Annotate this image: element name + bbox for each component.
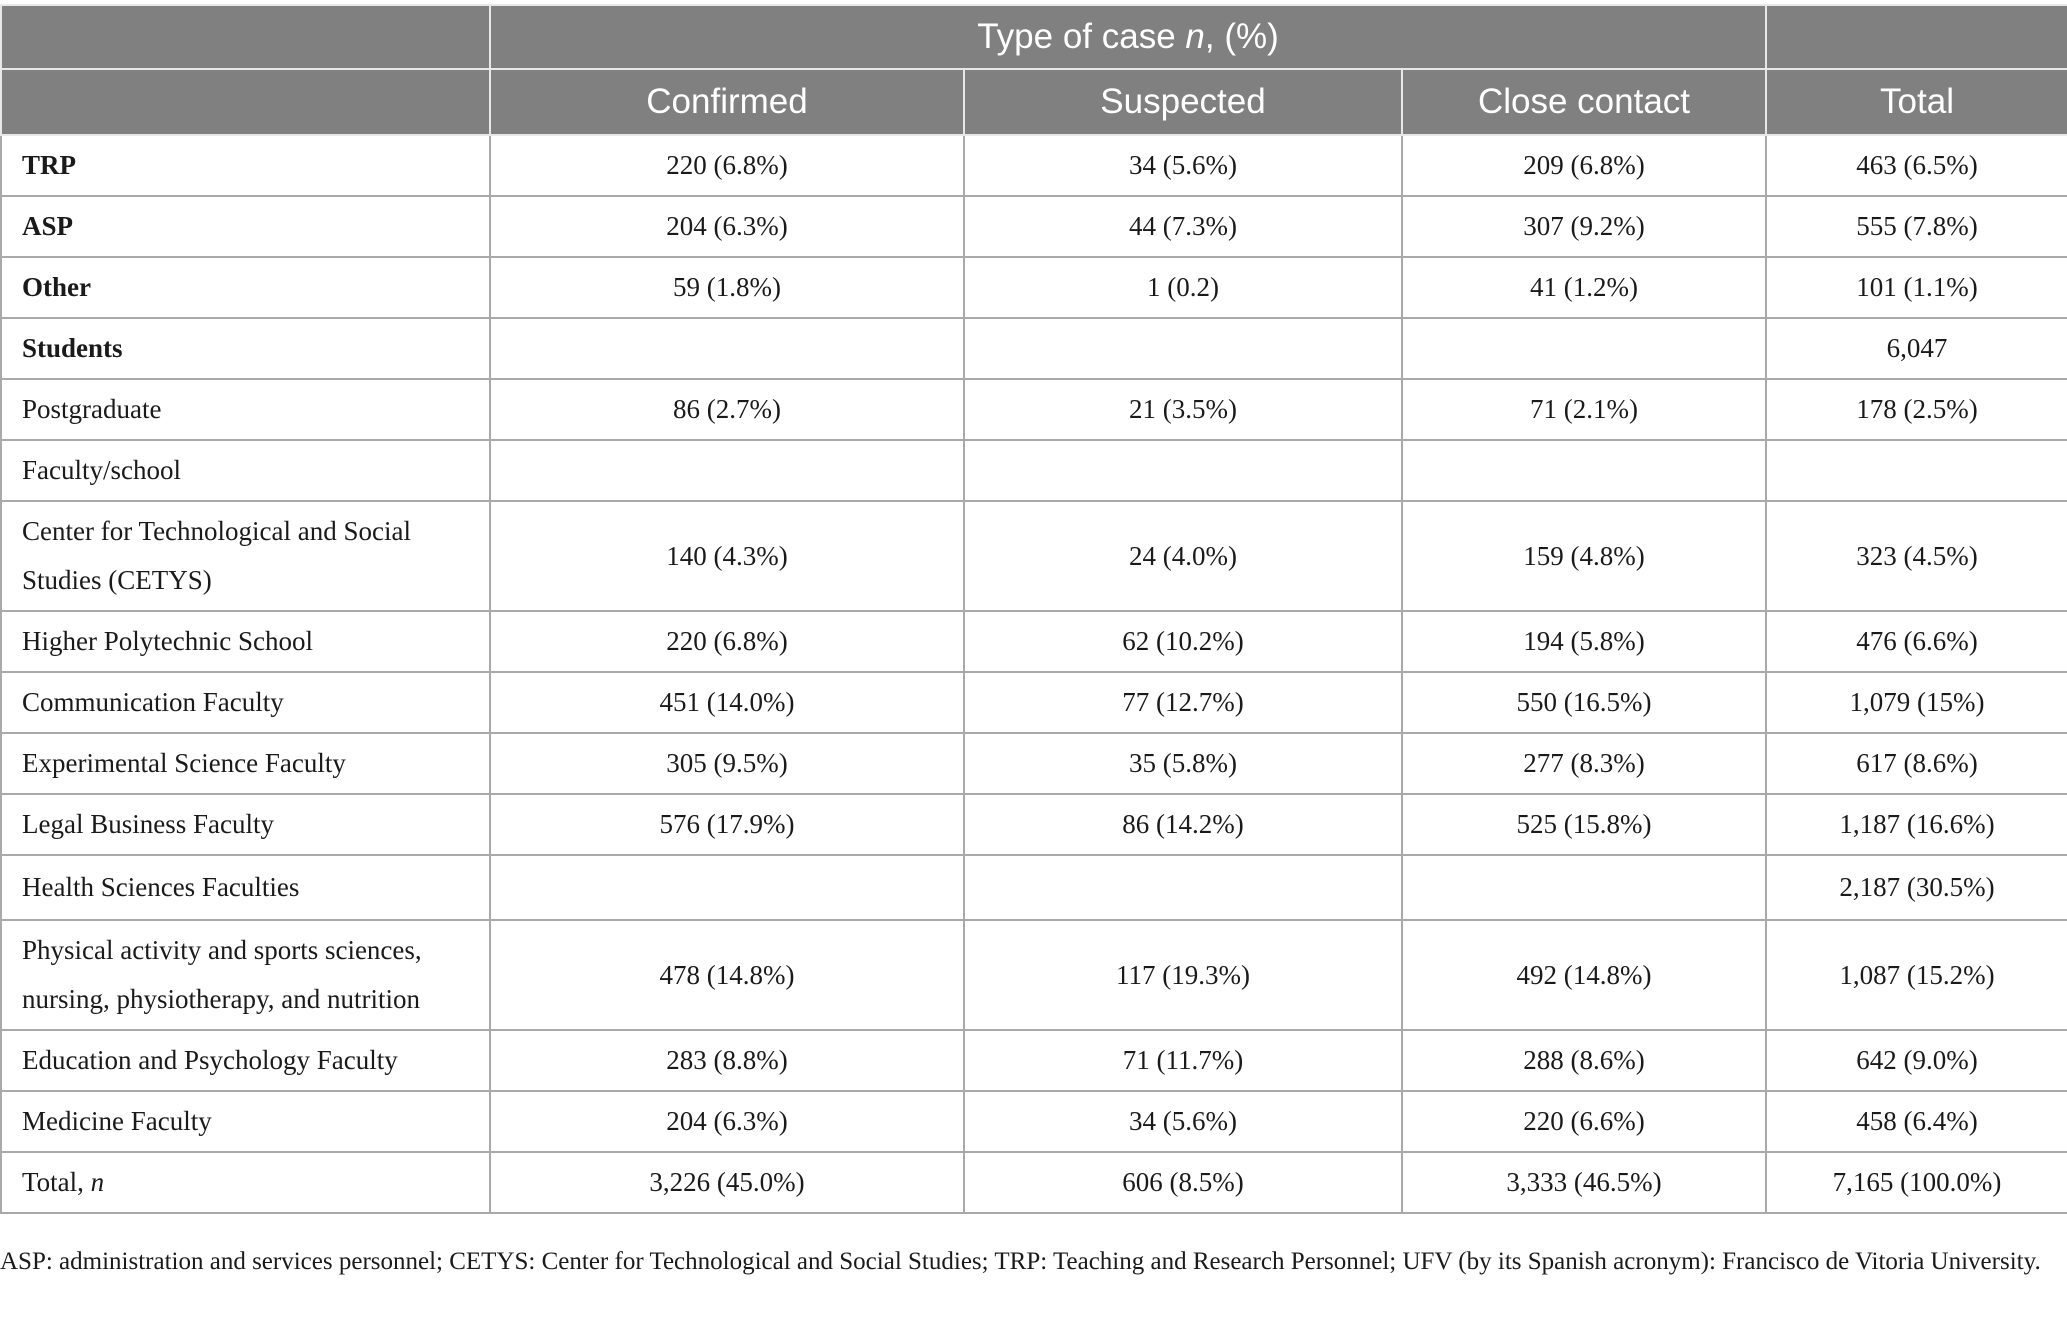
cell-close-contact — [1402, 855, 1766, 920]
column-header-suspected: Suspected — [964, 69, 1402, 135]
cell-close-contact: 159 (4.8%) — [1402, 501, 1766, 611]
cell-close-contact: 307 (9.2%) — [1402, 196, 1766, 257]
row-label-text: Physical activity and sports sciences, nursing, physiotherapy, and nutrition — [22, 935, 422, 1014]
cell-confirmed — [490, 318, 964, 379]
header-corner-cell — [1, 5, 490, 69]
cell-total: 7,165 (100.0%) — [1766, 1152, 2067, 1213]
cell-confirmed: 3,226 (45.0%) — [490, 1152, 964, 1213]
type-of-case-suffix: , (%) — [1204, 17, 1279, 56]
cell-suspected: 24 (4.0%) — [964, 501, 1402, 611]
cell-total: 101 (1.1%) — [1766, 257, 2067, 318]
row-label — [1, 318, 490, 379]
cell-total: 458 (6.4%) — [1766, 1091, 2067, 1152]
cell-suspected: 1 (0.2) — [964, 257, 1402, 318]
case-type-table — [0, 4, 2067, 1214]
cell-close-contact: 41 (1.2%) — [1402, 257, 1766, 318]
cell-close-contact: 220 (6.6%) — [1402, 1091, 1766, 1152]
cell-close-contact: 525 (15.8%) — [1402, 794, 1766, 855]
row-label-text: Medicine Faculty — [22, 1106, 212, 1136]
cell-close-contact: 3,333 (46.5%) — [1402, 1152, 1766, 1213]
row-label — [1, 1152, 490, 1213]
cell-total: 1,187 (16.6%) — [1766, 794, 2067, 855]
table-row — [1, 440, 2067, 501]
cell-confirmed: 220 (6.8%) — [490, 135, 964, 196]
cell-total: 617 (8.6%) — [1766, 733, 2067, 794]
cell-close-contact: 277 (8.3%) — [1402, 733, 1766, 794]
cell-confirmed: 140 (4.3%) — [490, 501, 964, 611]
column-header-close-contact: Close contact — [1402, 69, 1766, 135]
table-row — [1, 794, 2067, 855]
cell-total: 555 (7.8%) — [1766, 196, 2067, 257]
row-label-text: Faculty/school — [22, 455, 181, 485]
row-label-text: Experimental Science Faculty — [22, 748, 346, 778]
cell-suspected: 77 (12.7%) — [964, 672, 1402, 733]
cell-suspected — [964, 440, 1402, 501]
row-label — [1, 855, 490, 920]
cell-suspected: 35 (5.8%) — [964, 733, 1402, 794]
row-label — [1, 196, 490, 257]
row-label — [1, 1030, 490, 1091]
table-row — [1, 611, 2067, 672]
row-label-text: Postgraduate — [22, 394, 162, 424]
row-label — [1, 501, 490, 611]
header-row-1 — [1, 5, 2067, 69]
cell-suspected: 117 (19.3%) — [964, 920, 1402, 1030]
cell-confirmed: 220 (6.8%) — [490, 611, 964, 672]
cell-close-contact: 492 (14.8%) — [1402, 920, 1766, 1030]
cell-close-contact: 71 (2.1%) — [1402, 379, 1766, 440]
cell-total: 1,079 (15%) — [1766, 672, 2067, 733]
cell-total: 642 (9.0%) — [1766, 1030, 2067, 1091]
row-label-italic: n — [90, 1167, 105, 1197]
table-footnote: ASP: administration and services personnel; CETYS: Center for Technological and Social Studies; TRP: Teaching and Research Personnel; UFV (by its Spanish acronym): Francisco de Vitoria University. — [0, 1248, 2041, 1275]
cell-suspected: 71 (11.7%) — [964, 1030, 1402, 1091]
row-label — [1, 257, 490, 318]
cell-confirmed: 451 (14.0%) — [490, 672, 964, 733]
row-label — [1, 1091, 490, 1152]
row-label-text: Other — [22, 272, 91, 302]
row-label — [1, 135, 490, 196]
cell-suspected: 34 (5.6%) — [964, 135, 1402, 196]
row-label — [1, 794, 490, 855]
cell-suspected — [964, 855, 1402, 920]
row-label-text: Total, — [22, 1167, 91, 1197]
cell-confirmed: 59 (1.8%) — [490, 257, 964, 318]
case-type-table-container — [0, 4, 2067, 1214]
cell-total: 463 (6.5%) — [1766, 135, 2067, 196]
type-of-case-prefix: Type of case — [977, 17, 1186, 56]
cell-close-contact — [1402, 318, 1766, 379]
cell-total: 6,047 — [1766, 318, 2067, 379]
header-corner-cell-2 — [1, 69, 490, 135]
cell-confirmed: 305 (9.5%) — [490, 733, 964, 794]
table-row — [1, 501, 2067, 611]
table-row — [1, 672, 2067, 733]
cell-confirmed — [490, 440, 964, 501]
row-label-text: Health Sciences Faculties — [22, 872, 300, 902]
table-body — [1, 135, 2067, 1213]
row-label — [1, 379, 490, 440]
row-label-text: TRP — [22, 150, 76, 180]
cell-confirmed: 576 (17.9%) — [490, 794, 964, 855]
cell-total — [1766, 440, 2067, 501]
column-header-total: Total — [1766, 69, 2067, 135]
cell-close-contact — [1402, 440, 1766, 501]
header-total-spacer — [1766, 5, 2067, 69]
cell-close-contact: 209 (6.8%) — [1402, 135, 1766, 196]
row-label-text: Legal Business Faculty — [22, 809, 274, 839]
table-row — [1, 1152, 2067, 1213]
type-of-case-n: n — [1185, 17, 1205, 56]
table-row — [1, 733, 2067, 794]
table-row — [1, 1030, 2067, 1091]
row-label-text: Communication Faculty — [22, 687, 284, 717]
cell-confirmed: 86 (2.7%) — [490, 379, 964, 440]
table-row — [1, 196, 2067, 257]
cell-suspected: 21 (3.5%) — [964, 379, 1402, 440]
cell-confirmed: 478 (14.8%) — [490, 920, 964, 1030]
header-row-2 — [1, 69, 2067, 135]
cell-close-contact: 194 (5.8%) — [1402, 611, 1766, 672]
row-label — [1, 733, 490, 794]
table-row — [1, 257, 2067, 318]
cell-close-contact: 550 (16.5%) — [1402, 672, 1766, 733]
row-label-text: Education and Psychology Faculty — [22, 1045, 398, 1075]
column-header-confirmed: Confirmed — [490, 69, 964, 135]
cell-suspected: 86 (14.2%) — [964, 794, 1402, 855]
cell-confirmed: 283 (8.8%) — [490, 1030, 964, 1091]
cell-confirmed: 204 (6.3%) — [490, 196, 964, 257]
cell-suspected: 34 (5.6%) — [964, 1091, 1402, 1152]
row-label — [1, 672, 490, 733]
row-label-text: Higher Polytechnic School — [22, 626, 313, 656]
table-row — [1, 920, 2067, 1030]
row-label — [1, 920, 490, 1030]
cell-confirmed — [490, 855, 964, 920]
cell-total: 323 (4.5%) — [1766, 501, 2067, 611]
cell-total: 178 (2.5%) — [1766, 379, 2067, 440]
row-label-text: Center for Technological and Social Studies (CETYS) — [22, 516, 411, 595]
row-label-text: Students — [22, 333, 123, 363]
cell-total: 2,187 (30.5%) — [1766, 855, 2067, 920]
table-row — [1, 1091, 2067, 1152]
row-label-text: ASP — [22, 211, 74, 241]
cell-close-contact: 288 (8.6%) — [1402, 1030, 1766, 1091]
table-row — [1, 855, 2067, 920]
cell-suspected: 44 (7.3%) — [964, 196, 1402, 257]
table-row — [1, 379, 2067, 440]
cell-suspected: 606 (8.5%) — [964, 1152, 1402, 1213]
type-of-case-header — [490, 5, 1766, 69]
cell-suspected: 62 (10.2%) — [964, 611, 1402, 672]
table-row — [1, 318, 2067, 379]
table-row — [1, 135, 2067, 196]
cell-suspected — [964, 318, 1402, 379]
row-label — [1, 440, 490, 501]
cell-total: 1,087 (15.2%) — [1766, 920, 2067, 1030]
row-label — [1, 611, 490, 672]
cell-confirmed: 204 (6.3%) — [490, 1091, 964, 1152]
cell-total: 476 (6.6%) — [1766, 611, 2067, 672]
table-header — [1, 5, 2067, 135]
